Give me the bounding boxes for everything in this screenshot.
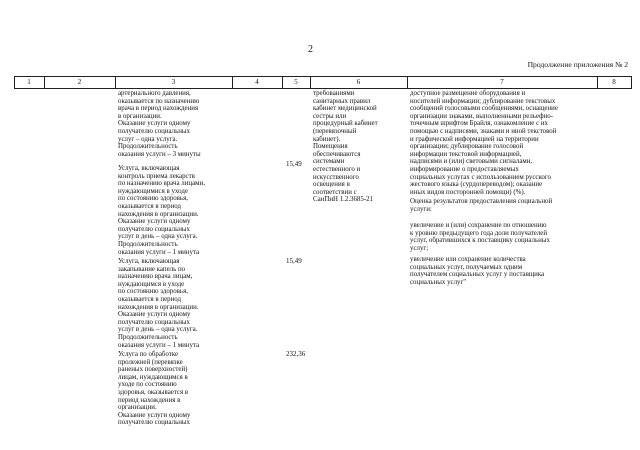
header-col-3: 3 [171, 78, 176, 86]
header-col-2: 2 [77, 78, 82, 86]
header-col-4: 4 [255, 78, 259, 86]
service-description-block: Услуга по обработке пролежней (перевязке раненых поверхностей) лицам, нуждающимся в уходе по состоянию здоровья, оказывается в период нахождения в организации. Оказание услуги одному получателю социальных [118, 351, 191, 427]
header-col-5: 5 [294, 78, 298, 86]
column-divider [631, 77, 632, 88]
header-col-7: 7 [500, 78, 504, 86]
header-col-6: 6 [356, 78, 361, 86]
header-bottom-rule [14, 88, 632, 89]
result-evaluation-item: увеличение или сохранение количества социальных услуг, получаемых одним получателем социальных услуг у поставщика социальных услуг" [410, 256, 545, 286]
service-description-block: Услуга, включающая контроль приема лекарств по назначению врача лицами, нуждающимися в уходе по состоянию здоровья, оказывается в период нахождения в организации. Оказание услуги одному получателю социальных услуг в день – одна услуга. Продолжительность оказания услуги – 1 минута [118, 165, 205, 256]
continuation-caption: Продолжение приложения № 2 [527, 60, 628, 69]
service-price: 15,49 [286, 160, 302, 168]
header-col-8: 8 [612, 78, 616, 86]
result-evaluation-item: увеличение и (или) сохранение по отношению к уровню предыдущего года доли получателей услуг, обратившихся к поставщику социальных услуг; [410, 222, 550, 252]
service-price: 232,36 [286, 350, 306, 358]
header-top-rule [14, 76, 632, 77]
service-description-block: артериального давления, оказывается по назначению врача в период нахождения в организации. Оказание услуги одному получателю социальных услуг – одна услуга. Продолжительность оказания услуги – 3 минуты [118, 90, 201, 158]
quality-indicators-text: доступное размещение оборудования и носителей информации; дублирование текстовых сообщений голосовыми сообщениями, оснащение организации знаками, выполненными рельефно- точечным шрифтом Брайля, ознакомление с их помощью с надписями, знаками и иной текстовой и графической информацией на территории организации; дублирование голосовой информации текстовой информацией, надписями и (или) световыми сигналами, информирование о предоставляемых социальных услугах с использованием русского жестового языка (сурдопереводом); оказание иных видов посторонней помощи) (%). [410, 90, 558, 196]
conditions-description: требованиями санитарных правил кабинет медицинской сестры или процедурный кабинет (перевязочный кабинет). Помещения обеспечиваются системами естественного и искусственного освещения в соответствии с СанПиН 1.2.3685-21 [313, 90, 378, 204]
result-evaluation-heading: Оценка результатов предоставления социальной услуги: [410, 198, 553, 213]
header-col-1: 1 [27, 78, 31, 86]
service-price: 15,49 [286, 257, 302, 265]
page-number: 2 [308, 44, 313, 55]
service-description-block: Услуга, включающая закапывание капель по назначению врача лицам, нуждающимся в уходе по состоянию здоровья, оказывается в период нахождения в организации. Оказание услуги одному получателю социальных услуг в день – одна услуга. Продолжительность оказания услуги – 1 минута [118, 258, 200, 349]
